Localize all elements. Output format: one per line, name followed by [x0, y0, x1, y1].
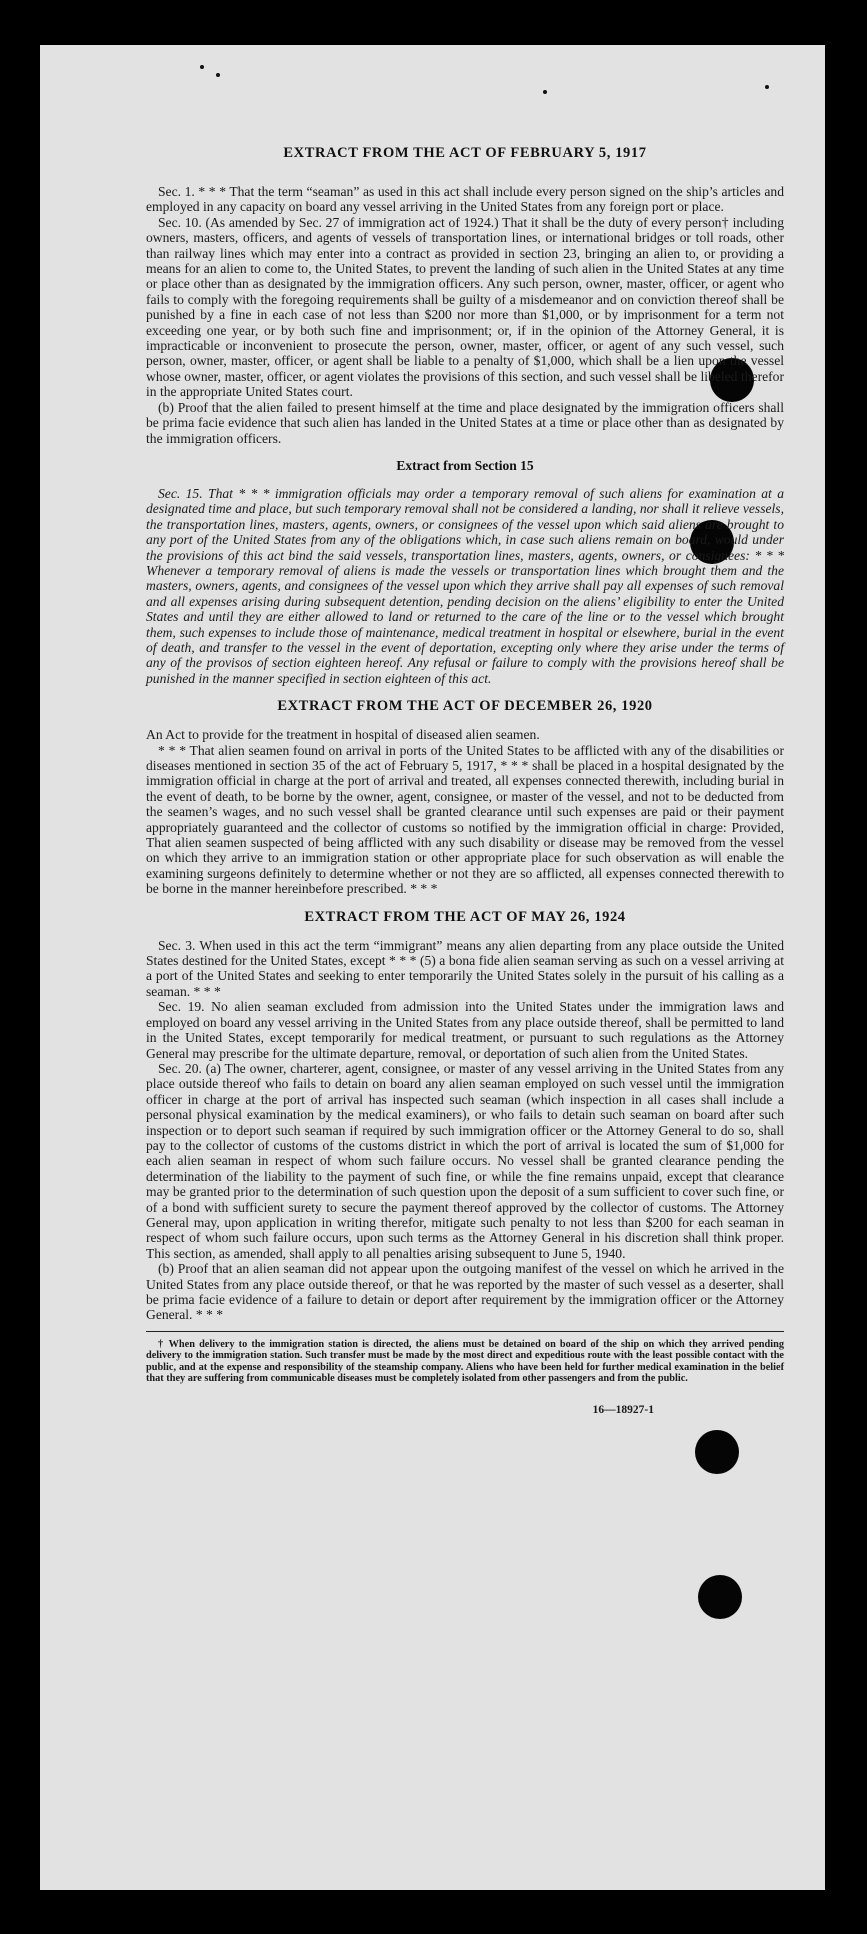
punch-hole [695, 1430, 739, 1474]
sec-10-paragraph: Sec. 10. (As amended by Sec. 27 of immigration act of 1924.) That it shall be the duty of every person† including owners, masters, officers, and agents of vessels of transportation lines, or international bridges or toll roads, other than railway lines which may enter into a contract as provided in section 23, bringing an alien to, or providing a means for an alien to come to, the United States, to prevent the landing of such alien in the United States at any time or place other than as designated by the immigration officers. Any such person, owner, master, officer, or agent who fails to comply with the foregoing requirements shall be guilty of a misdemeanor and on conviction thereof shall be punished by a fine in each case of not less than $200 nor more than $1,000, or by imprisonment for a term not exceeding one year, or by both such fine and imprisonment; or, if in the opinion of the Attorney General, it is impracticable or inconvenient to prosecute the person, owner, master, officer, or agent of any such vessel, such person, owner, master, officer, or agent shall be liable to a penalty of $1,000, which shall be a lien upon the vessel whose owner, master, officer, or agent violates the provisions of this section, and such vessel shall be libeled therefor in the appropriate United States court. [146, 214, 784, 400]
punch-hole [698, 1575, 742, 1619]
scan-speck [765, 85, 769, 89]
heading-act-feb-1917: EXTRACT FROM THE ACT OF FEBRUARY 5, 1917 [283, 145, 647, 161]
sec-20-b-paragraph: (b) Proof that an alien seaman did not appear upon the outgoing manifest of the vessel on which he arrived in the United States from any place outside thereof, or that he was reported by the master of such vessel as a deserter, shall be prima facie evidence of a failure to detain or deport after requirement by the immigration officer or the Attorney General. * * * [146, 1261, 784, 1323]
sec-15-paragraph: Sec. 15. That * * * immigration officials may order a temporary removal of such aliens for examination at a designated time and place, but such temporary removal shall not be considered a landing, nor shall it relieve vessels, the transportation lines, masters, agents, owners, or consignees of the vessel upon which said aliens are brought to any port of the United States from any of the obligations which, in case such aliens remain on board, would under the provisions of this act bind the said vessels, transportation lines, masters, agents, owners, or consignees: * * * Whenever a temporary removal of aliens is made the vessels or transportation lines which brought them and the masters, owners, agents, and consignees of the vessel upon which they arrive shall pay all expenses of such removal and all expenses arising during subsequent detention, pending decision on the aliens’ eligibility to enter the United States and until they are either allowed to land or returned to the care of the line or to the vessel which brought them, such expenses to include those of maintenance, medical treatment in hospital or elsewhere, burial in the event of death, and transfer to the vessel in the event of deportation, excepting only where they arise under the terms of any of the provisos of section eighteen hereof. Any refusal or failure to comply with the provisions hereof shall be punished in the manner specified in section eighteen of this act. [146, 485, 784, 686]
sec-19-paragraph: Sec. 19. No alien seaman excluded from admission into the United States under the immigration laws and employed on board any vessel arriving in the United States from any place outside thereof, shall be permitted to land in the United States, except temporarily for medical treatment, or pursuant to such regulations as the Attorney General may prescribe for the ultimate departure, removal, or deportation of such alien from the United States. [146, 999, 784, 1061]
sec-1-paragraph: Sec. 1. * * * That the term “seaman” as used in this act shall include every person signed on the ship’s articles and employed in any capacity on board any vessel arriving in the United States from any foreign port or place. [146, 184, 784, 215]
sec-3-paragraph: Sec. 3. When used in this act the term “immigrant” means any alien departing from any place outside the United States destined for the United States, except * * * (5) a bona fide alien seaman serving as such on a vessel arriving at a port of the United States and seeking to enter temporarily the United States solely in the pursuit of his calling as a seaman. * * * [146, 937, 784, 999]
scan-speck [200, 65, 204, 69]
document-page [40, 45, 825, 1890]
heading-act-may-1924: EXTRACT FROM THE ACT OF MAY 26, 1924 [304, 908, 626, 925]
scan-speck [216, 73, 220, 77]
document-body [146, 145, 784, 1416]
form-number: 16—18927-1 [592, 1404, 654, 1417]
hospital-paragraph: * * * That alien seamen found on arrival in ports of the United States to be afflicted with any of the disabilities or diseases mentioned in section 35 of the act of February 5, 1917, * * * shall be placed in a hospital designated by the immigration official in charge at the port of arrival and treated, all expenses connected therewith, including burial in the event of death, to be borne by the owner, agent, consignee, or master of the vessel, and not to be deducted from the seamen’s wages, and no such vessel shall be granted clearance until such expenses are paid or their payment appropriately guaranteed and the collector of customs so notified by the immigration official in charge: Provided, That alien seamen suspected of being afflicted with any such disability or disease may be removed from the vessel on which they arrive to an immigration station or other appropriate place for such observation as will enable the examining surgeons definitely to determine whether or not they are so afflicted, all expenses connected therewith to be borne in the manner hereinbefore prescribed. * * * [146, 742, 784, 897]
sec-20-a-paragraph: Sec. 20. (a) The owner, charterer, agent, consignee, or master of any vessel arriving in the United States from any place outside thereof who fails to detain on board any alien seaman employed on such vessel until the immigration officer in charge at the port of arrival has inspected such seaman (which inspection in all cases shall include a personal physical examination by the medical examiners), or who fails to detain such seaman on board after such inspection or to deport such seaman if required by such immigration officer or the Attorney General to do so, shall pay to the collector of customs of the customs district in which the port of arrival is located the sum of $1,000 for each alien seaman in respect of whom such failure occurs. No vessel shall be granted clearance pending the determination of the liability to the payment of such fine, or while the fine remains unpaid, except that clearance may be granted prior to the determination of such question upon the deposit of a sum sufficient to cover such fine, or of a bond with sufficient surety to secure the payment thereof approved by the collector of customs. The Attorney General may, upon application in writing therefor, mitigate such penalty to not less than $200 for each seaman in respect of whom such failure occurs, upon such terms as the Attorney General in his discretion shall think proper. This section, as amended, shall apply to all penalties arising subsequent to June 5, 1940. [146, 1060, 784, 1261]
sec-10-b-paragraph: (b) Proof that the alien failed to present himself at the time and place designated by the immigration officers shall be prima facie evidence that such alien has landed in the United States at a time or place other than as designated by the immigration officers. [146, 399, 784, 446]
heading-section-15: Extract from Section 15 [396, 457, 534, 473]
scan-speck [543, 90, 547, 94]
act-title-paragraph: An Act to provide for the treatment in hospital of diseased alien seamen. [146, 727, 540, 743]
footnote-divider [146, 1331, 784, 1332]
heading-act-dec-1920: EXTRACT FROM THE ACT OF DECEMBER 26, 1920 [277, 698, 653, 715]
footnote [146, 1339, 784, 1384]
footnote-text: † When delivery to the immigration station is directed, the aliens must be detained on board of the ship on which they arrived pending delivery to the immigration station. Such transfer must be made by the most direct and expeditious route with the least possible contact with the public, and at the expense and responsibility of the steamship company. Aliens who have been held for further medical examination in the belief that they are suffering from communicable diseases must be completely isolated from other passengers and from the public. [146, 1339, 784, 1384]
